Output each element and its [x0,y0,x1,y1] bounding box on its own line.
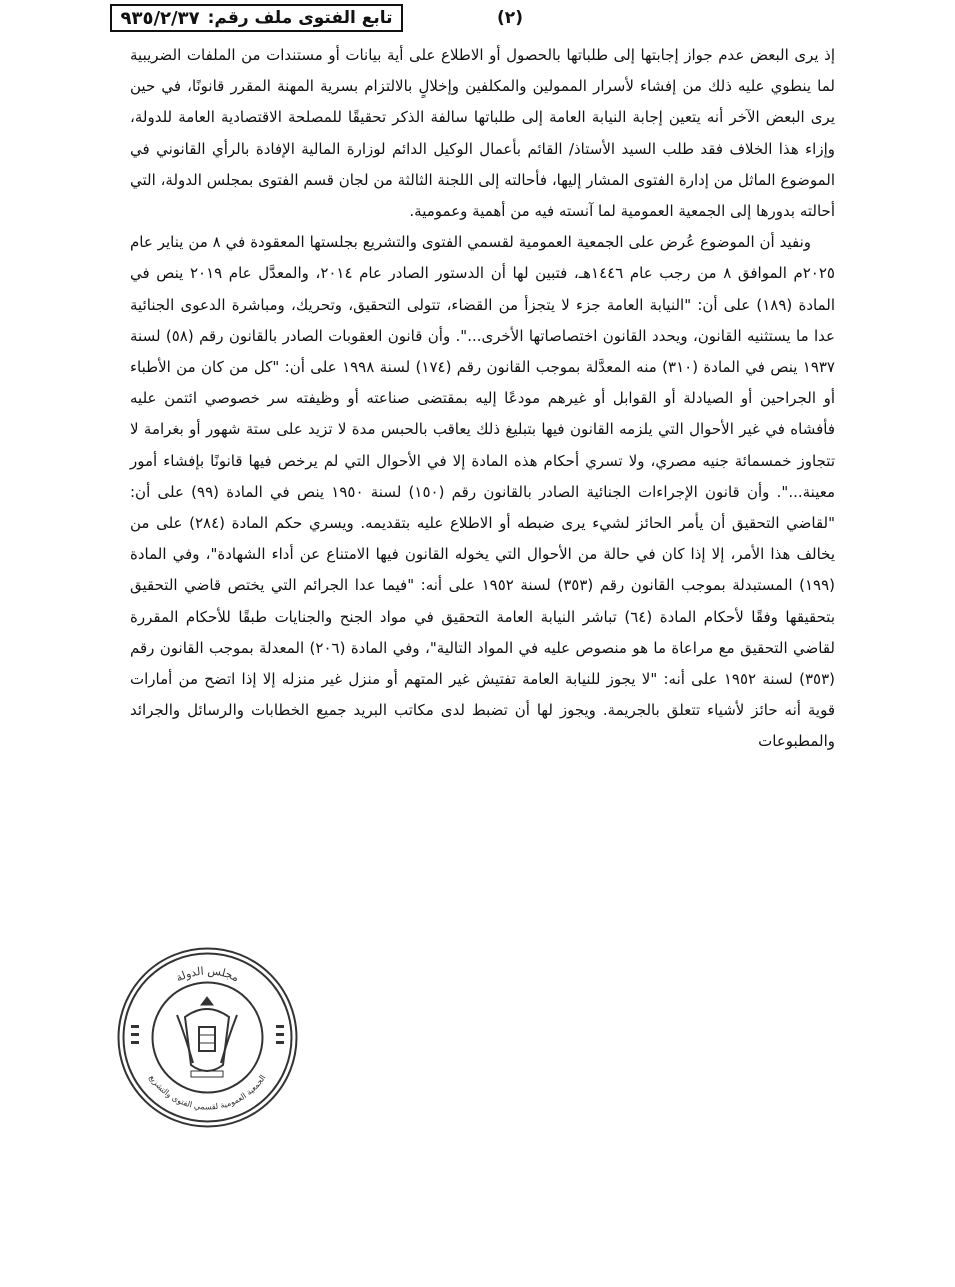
file-number: ٩٣٥/٢/٣٧ [120,7,200,29]
council-of-state-seal [115,945,300,1130]
fatwa-file-header [110,4,403,32]
seal-bottom-text: الجمعية العمومية لقسمي الفتوى والتشريع [147,1073,268,1112]
eagle-emblem-icon [177,997,237,1077]
paragraph: إذ يرى البعض عدم جواز إجابتها إلى طلباتها بالحصول أو الاطلاع على أية بيانات أو مستندات من الملفات الضريبية لما ينطوي عليه ذلك من إفشاء لأسرار الممولين والمكلفين وإخلالٍ بالالتزام بسرية المهنة المقرر قانونًا، في حين يرى البعض الآخر أنه يتعين إجابة النيابة العامة إلى طلباتها سالفة الذكر تحقيقًا للمصلحة الاقتصادية العامة للدولة، وإزاء هذا الخلاف فقد طلب السيد الأستاذ/ القائم بأعمال الوكيل الدائم لوزارة المالية الإفادة بالرأي القانوني في الموضوع الماثل من إدارة الفتوى المشار إليها، فأحالته إلى اللجنة الثالثة من لجان قسم الفتوى بمجلس الدولة، التي أحالته بدورها إلى الجمعية العمومية لما آنسته فيه من أهمية وعمومية. [130,46,835,221]
header-label: تابع الفتوى ملف رقم: [207,8,393,28]
document-body [130,40,835,758]
paragraph: ونفيد أن الموضوع عُرض على الجمعية العمومية لقسمي الفتوى والتشريع بجلستها المعقودة في ٨ من يناير عام ٢٠٢٥م الموافق ٨ من رجب عام ١٤٤٦هـ، فتبين لها أن الدستور الصادر عام ٢٠١٤، والمعدَّل عام ٢٠١٩ ينص في المادة (١٨٩) على أن: "النيابة العامة جزء لا يتجزأ من القضاء، تتولى التحقيق، وتحريك، ومباشرة الدعوى الجنائية عدا ما يستثنيه القانون، ويحدد القانون اختصاصاتها الأخرى...". وأن قانون العقوبات الصادر بالقانون رقم (٥٨) لسنة ١٩٣٧ ينص في المادة (٣١٠) منه المعدَّلة بموجب القانون رقم (١٧٤) لسنة ١٩٩٨ على أن: "كل من كان من الأطباء أو الجراحين أو الصيادلة أو القوابل أو غيرهم مودعًا إليه بمقتضى صناعته أو وظيفته سر خصوصي ائتمن عليه فأفشاه في غير الأحوال التي يلزمه القانون فيها بتبليغ ذلك يعاقب بالحبس مدة لا تزيد على ستة شهور أو بغرامة لا تتجاوز خمسمائة جنيه مصري، ولا تسري أحكام هذه المادة إلا في الأحوال التي لم يرخص فيها قانونًا بإفشاء أمور معينة...". وأن قانون الإجراءات الجنائية الصادر بالقانون رقم (١٥٠) لسنة ١٩٥٠ ينص في المادة (٩٩) على أن: "لقاضي التحقيق أن يأمر الحائز لشيء يرى ضبطه أو الاطلاع عليه بتقديمه. ويسري حكم المادة (٢٨٤) على من يخالف هذا الأمر، إلا إذا كان في حالة من الأحوال التي يخوله القانون فيها الامتناع عن أداء الشهادة"، وفي المادة (١٩٩) المستبدلة بموجب القانون رقم (٣٥٣) لسنة ١٩٥٢ على أنه: "فيما عدا الجرائم التي يختص قاضي التحقيق بتحقيقها وفقًا لأحكام المادة (٦٤) تباشر النيابة العامة التحقيق في مواد الجنح والجنايات طبقًا للأحكام المقررة لقاضي التحقيق مع مراعاة ما هو منصوص عليه في المواد التالية"، وفي المادة (٢٠٦) المعدلة بموجب القانون رقم (٣٥٣) لسنة ١٩٥٢ على أنه: "لا يجوز للنيابة العامة تفتيش غير المتهم أو منزل غير منزله إلا إذا اتضح من أمارات قوية أنه حائز لأشياء تتعلق بالجريمة. ويجوز لها أن تضبط لدى مكاتب البريد جميع الخطابات والرسائل والجرائد والمطبوعات [130,233,836,751]
page-number: (٢) [497,8,523,28]
seal-top-text: مجلس الدولة [173,964,242,985]
